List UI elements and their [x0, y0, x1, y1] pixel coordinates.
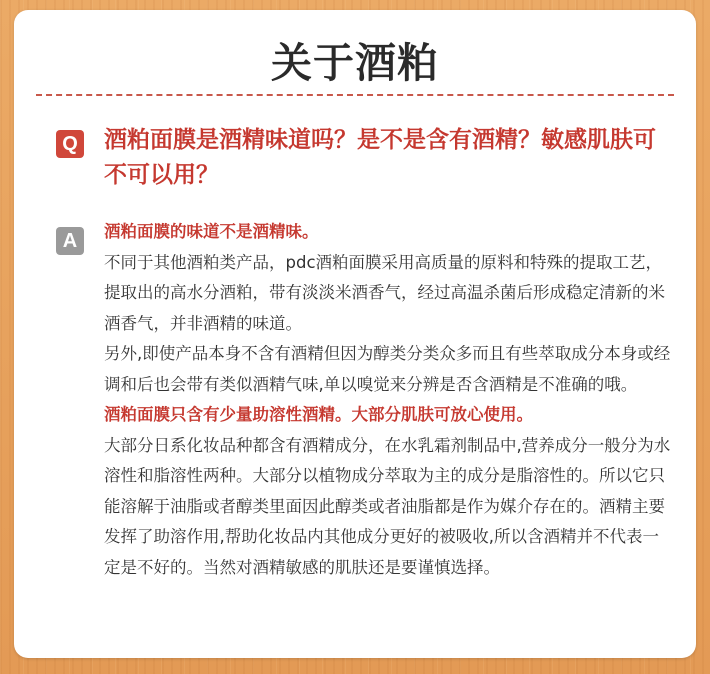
- answer-heading-scent: 酒粕面膜的味道不是酒精味。: [104, 222, 319, 241]
- answer-body: [104, 217, 674, 583]
- dashed-divider: [36, 94, 674, 96]
- page-title: 关于酒粕: [271, 39, 439, 87]
- faq-card: [14, 10, 696, 658]
- answer-paragraph-process: 不同于其他酒粕类产品，pdc酒粕面膜采用高质量的原料和特殊的提取工艺，提取出的高水分酒粕，带有淡淡米酒香气，经过高温杀菌后形成稳定清新的米酒香气，并非酒精的味道。: [104, 252, 665, 333]
- answer-paragraph-solubility: 大部分日系化妆品种都含有酒精成分，在水乳霜剂制品中,营养成分一般分为水溶性和脂溶性两种。大部分以植物成分萃取为主的成分是脂溶性的。所以它只能溶解于油脂或者醇类里面因此醇类或者油脂都是作为媒介存在的。酒精主要发挥了助溶作用,帮助化妆品内其他成分更好的被吸收,所以含酒精并不代表一定是不好的。当然对酒精敏感的肌肤还是要谨慎选择。: [104, 435, 671, 577]
- answer-badge: A: [56, 227, 84, 255]
- answer-heading-solubilizer: 酒粕面膜只含有少量助溶性酒精。大部分肌肤可放心使用。: [104, 405, 533, 424]
- question-text: 酒粕面膜是酒精味道吗？是不是含有酒精？敏感肌肤可不可以用？: [104, 127, 656, 188]
- answer-paragraph-alcohol-smell: 另外,即使产品本身不含有酒精但因为醇类分类众多而且有些萃取成分本身或经调和后也会带有类似酒精气味,单以嗅觉来分辨是否含酒精是不准确的哦。: [104, 344, 671, 394]
- question-badge: Q: [56, 130, 84, 158]
